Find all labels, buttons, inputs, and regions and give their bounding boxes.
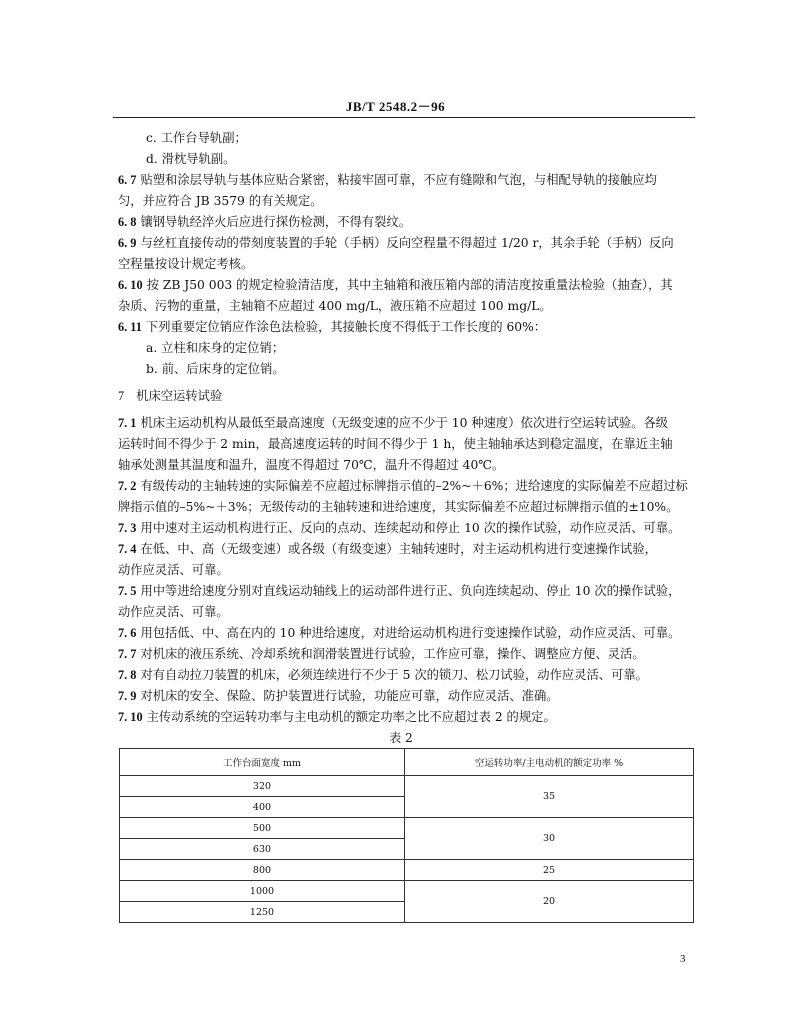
clause-number: 7. 6 bbox=[118, 626, 137, 640]
clause-text: 有级传动的主轴转速的实际偏差不应超过标牌指示值的–2%~＋6%；进给速度的实际偏差不应超过标 bbox=[140, 479, 688, 493]
text-line bbox=[118, 434, 694, 455]
section-number: 7 bbox=[118, 389, 125, 403]
table-cell: 500 bbox=[120, 818, 405, 839]
clause-text: 对机床的液压系统、冷却系统和润滑装置进行试验，工作应可靠，操作、调整应方便、灵活。 bbox=[140, 647, 645, 661]
clause-number: 6. 9 bbox=[118, 236, 137, 250]
header-rule bbox=[113, 117, 695, 118]
text-line bbox=[118, 707, 694, 728]
clause-text: 运转时间不得少于 2 min，最高速度运转的时间不得少于 1 h，使主轴轴承达到稳定温度，在靠近主轴 bbox=[118, 437, 673, 451]
text-line bbox=[118, 602, 694, 623]
section-title: 机床空运转试验 bbox=[136, 389, 223, 403]
text-line bbox=[118, 359, 694, 380]
table-cell: 35 bbox=[405, 776, 694, 818]
table-row bbox=[120, 881, 694, 902]
table-cell: 800 bbox=[120, 860, 405, 881]
clause-number: 6. 8 bbox=[118, 215, 137, 229]
clause-text: 对机床的安全、保险、防护装置进行试验，功能应可靠，动作应灵活、准确。 bbox=[140, 689, 559, 703]
text-line bbox=[118, 254, 694, 275]
text-line bbox=[118, 275, 694, 296]
clause-number: 7. 4 bbox=[118, 542, 137, 556]
clause-text: 动作应灵活、可靠。 bbox=[118, 563, 229, 577]
table-cell: 1250 bbox=[120, 902, 405, 923]
page-number: 3 bbox=[680, 953, 686, 965]
text-line bbox=[118, 497, 694, 518]
clause-text: 按 ZB J50 003 的规定检验清洁度，其中主轴箱和液压箱内部的清洁度按重量法检验（抽查），其 bbox=[146, 278, 673, 292]
header-cell: 工作台面宽度 mm bbox=[120, 749, 405, 776]
text-line bbox=[118, 317, 694, 338]
clause-text: 与丝杠直接传动的带刻度装置的手轮（手柄）反向空程量不得超过 1/20 r，其余手轮（手柄）反向 bbox=[140, 236, 674, 250]
clause-number: 7. 5 bbox=[118, 584, 137, 598]
text-line bbox=[118, 149, 694, 170]
clause-text: 匀，并应符合 JB 3579 的有关规定。 bbox=[118, 194, 323, 208]
clause-text: 空程量按设计规定考核。 bbox=[118, 257, 254, 271]
text-line bbox=[118, 539, 694, 560]
clause-text: 动作应灵活、可靠。 bbox=[118, 605, 229, 619]
document-body bbox=[118, 128, 694, 923]
table-cell: 400 bbox=[120, 797, 405, 818]
table-cell: 20 bbox=[405, 881, 694, 923]
text-line bbox=[118, 665, 694, 686]
clause-text: 主传动系统的空运转功率与主电动机的额定功率之比不应超过表 2 的规定。 bbox=[146, 710, 556, 724]
clause-text: 轴承处测量其温度和温升，温度不得超过 70℃，温升不得超过 40℃。 bbox=[118, 458, 505, 472]
clause-text: 杂质、污物的重量，主轴箱不应超过 400 mg/L，液压箱不应超过 100 mg/L。 bbox=[118, 299, 552, 313]
clause-text: d. 滑枕导轨副。 bbox=[146, 152, 236, 166]
section-heading bbox=[118, 386, 694, 407]
clause-number: 7. 3 bbox=[118, 521, 137, 535]
clause-number: 7. 10 bbox=[118, 710, 143, 724]
text-line bbox=[118, 338, 694, 359]
text-line bbox=[118, 686, 694, 707]
table-row bbox=[120, 818, 694, 839]
text-line bbox=[118, 623, 694, 644]
document-header: JB/T 2548.2－96 bbox=[345, 99, 446, 114]
text-line bbox=[118, 296, 694, 317]
text-line bbox=[118, 455, 694, 476]
clause-text: 机床主运动机构从最低至最高速度（无级变速的应不少于 10 种速度）依次进行空运转试验。各级 bbox=[140, 416, 669, 430]
text-line bbox=[118, 581, 694, 602]
header-cell: 空运转功率/主电动机的额定功率 % bbox=[405, 749, 694, 776]
clause-text: 在低、中、高（无级变速）或各级（有级变速）主轴转速时，对主运动机构进行变速操作试验， bbox=[140, 542, 657, 556]
table-cell: 30 bbox=[405, 818, 694, 860]
table-cell: 1000 bbox=[120, 881, 405, 902]
text-line bbox=[118, 191, 694, 212]
text-line bbox=[118, 170, 694, 191]
text-line bbox=[118, 413, 694, 434]
clause-text: 贴塑和涂层导轨与基体应贴合紧密，粘接牢固可靠，不应有缝隙和气泡，与相配导轨的接触应均 bbox=[140, 173, 657, 187]
clause-text: 下列重要定位销应作涂色法检验，其接触长度不得低于工作长度的 60%： bbox=[145, 320, 547, 334]
clause-text: a. 立柱和床身的定位销； bbox=[146, 341, 285, 355]
clause-text: c. 工作台导轨副； bbox=[146, 131, 247, 145]
clause-number: 6. 10 bbox=[118, 278, 143, 292]
text-line bbox=[118, 560, 694, 581]
text-line bbox=[118, 644, 694, 665]
clause-number: 7. 2 bbox=[118, 479, 137, 493]
clause-number: 7. 7 bbox=[118, 647, 137, 661]
table-cell: 320 bbox=[120, 776, 405, 797]
table-header-row bbox=[120, 749, 694, 776]
clause-number: 6. 7 bbox=[118, 173, 137, 187]
text-line bbox=[118, 476, 694, 497]
clause-list-6 bbox=[118, 128, 694, 380]
table-cell: 25 bbox=[405, 860, 694, 881]
clause-text: 用中等进给速度分别对直线运动轴线上的运动部件进行正、负向连续起动、停止 10 次的操作试验， bbox=[140, 584, 681, 598]
clause-list-7 bbox=[118, 413, 694, 728]
text-line bbox=[118, 128, 694, 149]
clause-number: 7. 9 bbox=[118, 689, 137, 703]
table-row bbox=[120, 776, 694, 797]
clause-number: 7. 8 bbox=[118, 668, 137, 682]
clause-text: 用中速对主运动机构进行正、反向的点动、连续起动和停止 10 次的操作试验，动作应灵活、可靠。 bbox=[140, 521, 681, 535]
table-cell: 630 bbox=[120, 839, 405, 860]
text-line bbox=[118, 518, 694, 539]
text-line bbox=[118, 233, 694, 254]
clause-text: 对有自动拉刀装置的机床，必须连续进行不少于 5 次的锁刀、松刀试验，动作应灵活、可靠。 bbox=[140, 668, 648, 682]
clause-text: 牌指示值的–5%~＋3%；无级传动的主轴转速和进给速度，其实际偏差不应超过标牌指示值的±10%。 bbox=[118, 500, 679, 514]
clause-text: 镶钢导轨经淬火后应进行探伤检测，不得有裂纹。 bbox=[140, 215, 411, 229]
clause-text: b. 前、后床身的定位销。 bbox=[146, 362, 285, 376]
clause-number: 7. 1 bbox=[118, 416, 137, 430]
table-row bbox=[120, 860, 694, 881]
text-line bbox=[118, 212, 694, 233]
data-table bbox=[119, 748, 694, 923]
clause-number: 6. 11 bbox=[118, 320, 142, 334]
clause-text: 用包括低、中、高在内的 10 种进给速度，对进给运动机构进行变速操作试验，动作应灵活、可靠。 bbox=[140, 626, 681, 640]
table-caption: 表 2 bbox=[389, 731, 413, 745]
